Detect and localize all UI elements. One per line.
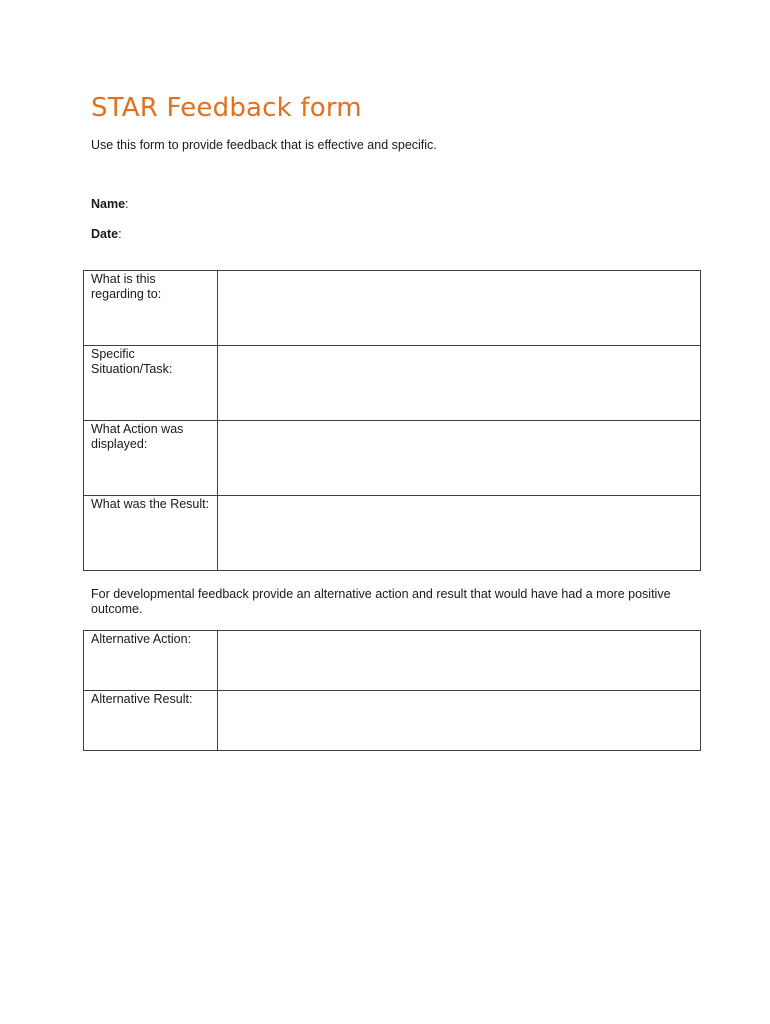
date-separator: : (118, 227, 122, 241)
form-instructions: Use this form to provide feedback that is effective and specific. (91, 138, 437, 152)
table-row (84, 496, 701, 571)
date-field[interactable] (91, 226, 122, 242)
action-label: What Action was displayed: (84, 421, 218, 496)
star-feedback-table (83, 270, 701, 571)
developmental-feedback-note: For developmental feedback provide an alternative action and result that would have had a more positive outcome. (91, 587, 671, 616)
date-label: Date (91, 227, 119, 241)
situation-task-label: Specific Situation/Task: (84, 346, 218, 421)
result-answer-field[interactable] (218, 496, 701, 571)
alternative-result-answer-field[interactable] (218, 691, 701, 751)
alternative-action-label: Alternative Action: (84, 631, 218, 691)
table-row (84, 346, 701, 421)
alternative-table (83, 630, 701, 751)
name-field[interactable] (91, 196, 129, 212)
table-row (84, 691, 701, 751)
alternative-result-label: Alternative Result: (84, 691, 218, 751)
table-row (84, 421, 701, 496)
regarding-answer-field[interactable] (218, 271, 701, 346)
name-separator: : (125, 197, 129, 211)
result-label: What was the Result: (84, 496, 218, 571)
table-row (84, 271, 701, 346)
table-row (84, 631, 701, 691)
name-label: Name (91, 197, 126, 211)
action-answer-field[interactable] (218, 421, 701, 496)
regarding-label: What is this regarding to: (84, 271, 218, 346)
situation-task-answer-field[interactable] (218, 346, 701, 421)
page-title: STAR Feedback form (91, 93, 362, 123)
alternative-action-answer-field[interactable] (218, 631, 701, 691)
